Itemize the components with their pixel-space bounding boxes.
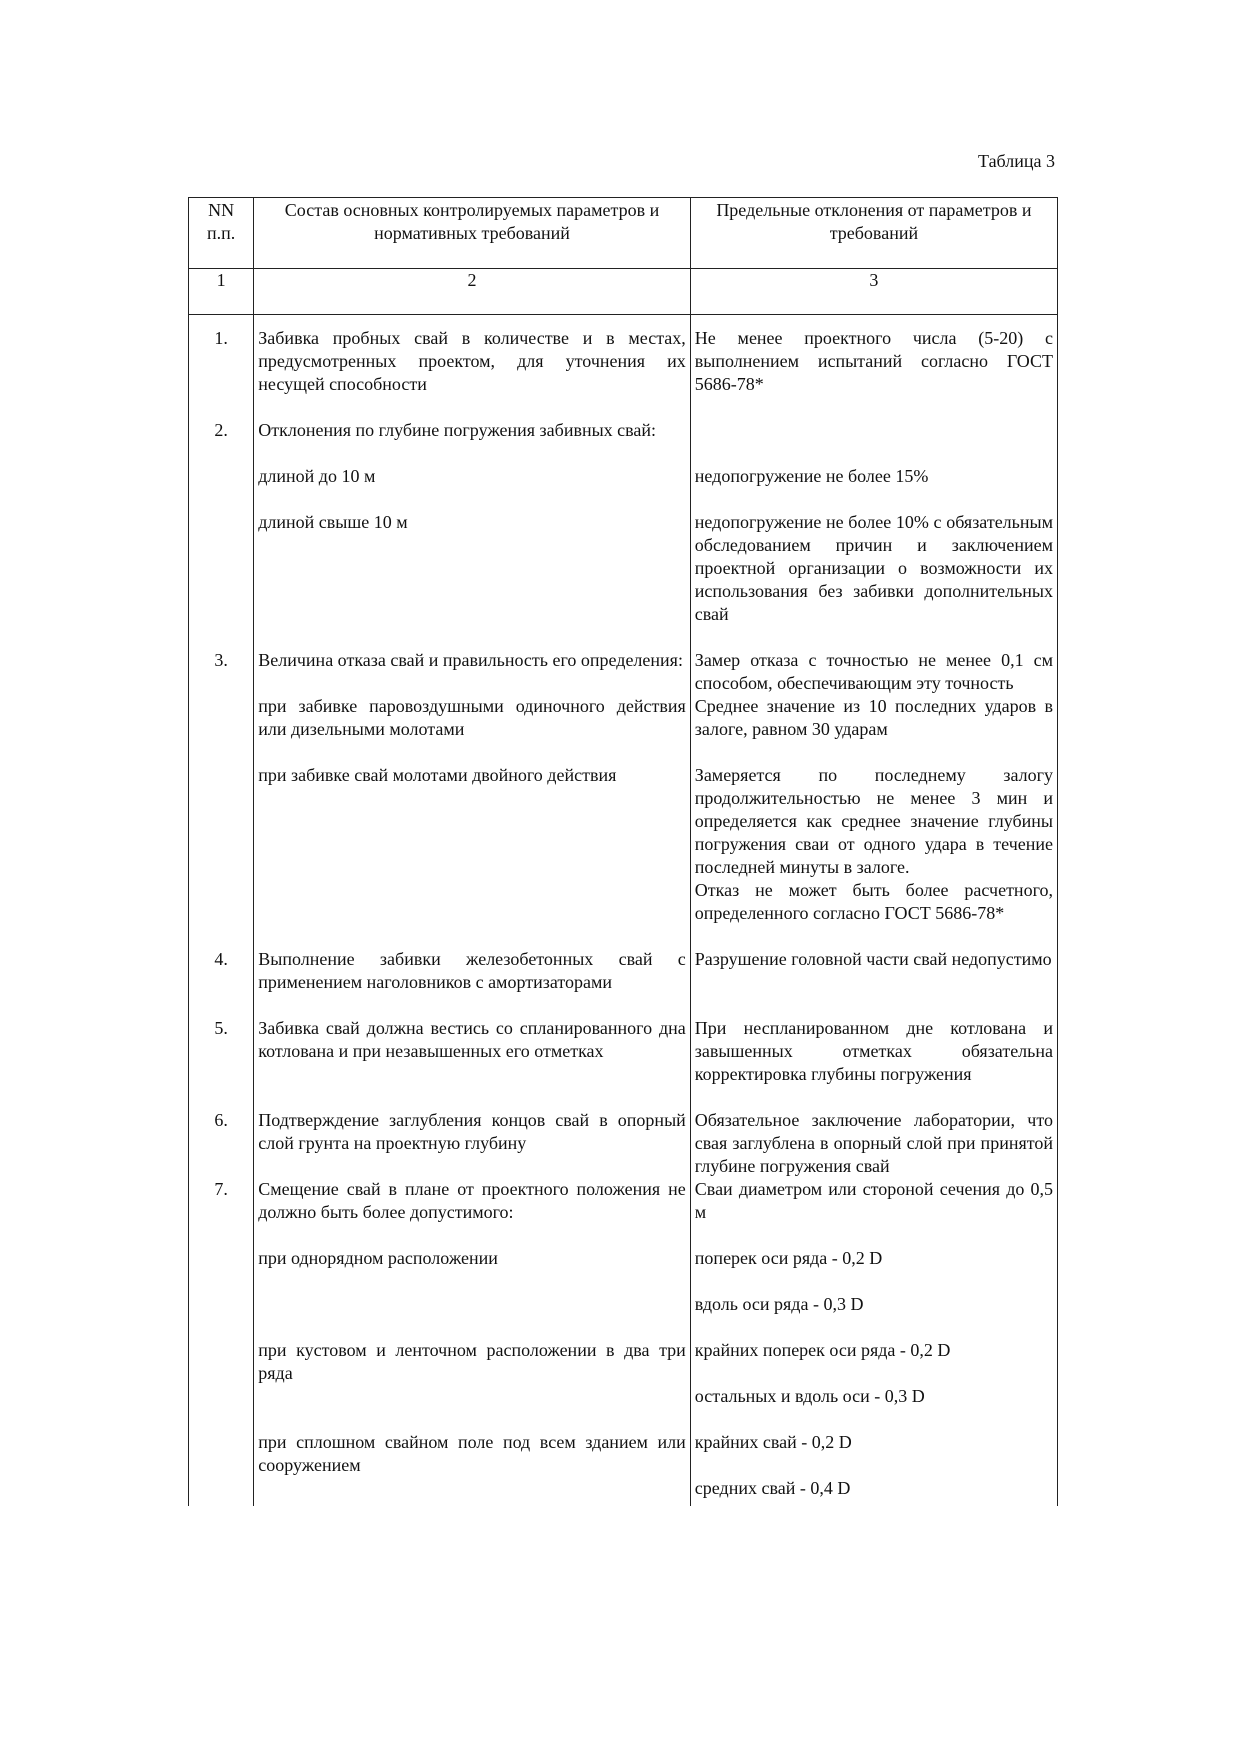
subrow-limit: Среднее значение из 10 последних ударов в залоге, равном 30 ударам xyxy=(690,695,1057,741)
row-number: 6. xyxy=(214,1110,228,1130)
subrow-parameter: при однорядном расположении xyxy=(258,1248,498,1268)
subrow-limit-note: остальных и вдоль оси - 0,3 D xyxy=(694,1386,925,1406)
table-subrow xyxy=(189,488,1058,626)
subrow-parameter: длиной свыше 10 м xyxy=(258,512,408,532)
subrow-parameter: при забивке свай молотами двойного действия xyxy=(258,765,617,785)
table-row xyxy=(189,1086,1058,1178)
subrow-parameter: при забивке паровоздушными одиночного действия или дизельными молотами xyxy=(254,695,691,741)
table-row xyxy=(189,994,1058,1086)
subrow-limit: недопогружение не более 10% с обязательным обследованием причин и заключением проектной организации о возможности их использования без забивки дополнительных свай xyxy=(694,512,1053,624)
subrow-limit: недопогружение не более 15% xyxy=(694,466,929,486)
row-parameter: Подтверждение заглубления концов свай в опорный слой грунта на проектную глубину xyxy=(258,1110,686,1153)
tolerances-table xyxy=(188,197,1058,1506)
row-number: 4. xyxy=(214,949,228,969)
column-number: 2 xyxy=(254,269,691,315)
table-subrow xyxy=(189,741,1058,925)
subrow-parameter: при кустовом и ленточном расположении в два три ряда xyxy=(258,1340,686,1383)
row-parameter: Отклонения по глубине погружения забивных свай: xyxy=(258,420,657,440)
table-subrow xyxy=(189,1408,1058,1500)
subrow-limit-note: вдоль оси ряда - 0,3 D xyxy=(694,1294,864,1314)
subrow-limit-note: Отказ не может быть более расчетного, определенного согласно ГОСТ 5686-78* xyxy=(694,880,1053,923)
table-caption: Таблица 3 xyxy=(978,151,1055,171)
table-subrow xyxy=(189,695,1058,741)
subrow-limit: крайних свай - 0,2 D xyxy=(694,1432,852,1452)
row-number: 3. xyxy=(214,650,228,670)
row-number: 5. xyxy=(214,1018,228,1038)
table-subrow xyxy=(189,1316,1058,1408)
row-number: 7. xyxy=(189,1178,254,1224)
row-limit: При неспланированном дне котлована и завышенных отметках обязательна корректировка глубины погружения xyxy=(694,1018,1053,1084)
subrow-parameter: при сплошном свайном поле под всем зданием или сооружением xyxy=(258,1432,686,1475)
row-parameter: Забивка свай должна вестись со спланированного дна котлована и при незавышенных его отметках xyxy=(258,1018,686,1061)
row-number: 2. xyxy=(214,420,228,440)
table-row xyxy=(189,626,1058,695)
column-number: 1 xyxy=(189,269,254,315)
table-subrow xyxy=(189,1224,1058,1316)
table-row xyxy=(189,1178,1058,1224)
row-parameter: Забивка пробных свай в количестве и в местах, предусмотренных проектом, для уточнения их несущей способности xyxy=(254,315,691,397)
row-number: 1. xyxy=(189,315,254,397)
subrow-limit-note: средних свай - 0,4 D xyxy=(694,1478,851,1498)
header-num: NN п.п. xyxy=(189,198,254,269)
header-params: Состав основных контролируемых параметров и нормативных требований xyxy=(254,198,691,269)
row-limit: Сваи диаметром или стороной сечения до 0,5 м xyxy=(690,1178,1057,1224)
subrow-parameter: длиной до 10 м xyxy=(258,466,376,486)
table-header-row xyxy=(189,198,1058,269)
table-row xyxy=(189,925,1058,994)
row-parameter: Величина отказа свай и правильность его определения: xyxy=(258,650,683,670)
table-subrow xyxy=(189,442,1058,488)
subrow-limit: поперек оси ряда - 0,2 D xyxy=(694,1248,883,1268)
row-limit: Обязательное заключение лаборатории, что свая заглублена в опорный слой при принятой глубине погружения свай xyxy=(694,1110,1053,1176)
row-limit: Замер отказа с точностью не менее 0,1 см способом, обеспечивающим эту точность xyxy=(694,650,1053,693)
column-number: 3 xyxy=(690,269,1057,315)
table-row xyxy=(189,315,1058,397)
row-parameter: Смещение свай в плане от проектного положения не должно быть более допустимого: xyxy=(254,1178,691,1224)
table-row xyxy=(189,396,1058,442)
subrow-limit: Замеряется по последнему залогу продолжительностью не менее 3 мин и определяется как среднее значение глубины погружения сваи от одного удара в течение последней минуты в залоге. xyxy=(694,765,1053,877)
column-number-row xyxy=(189,269,1058,315)
row-limit: Разрушение головной части свай недопустимо xyxy=(694,949,1052,969)
header-limits: Предельные отклонения от параметров и требований xyxy=(690,198,1057,269)
row-limit: Не менее проектного числа (5-20) с выполнением испытаний согласно ГОСТ 5686-78* xyxy=(690,315,1057,397)
row-parameter: Выполнение забивки железобетонных свай с применением наголовников с амортизаторами xyxy=(258,949,686,992)
subrow-limit: крайних поперек оси ряда - 0,2 D xyxy=(694,1340,951,1360)
